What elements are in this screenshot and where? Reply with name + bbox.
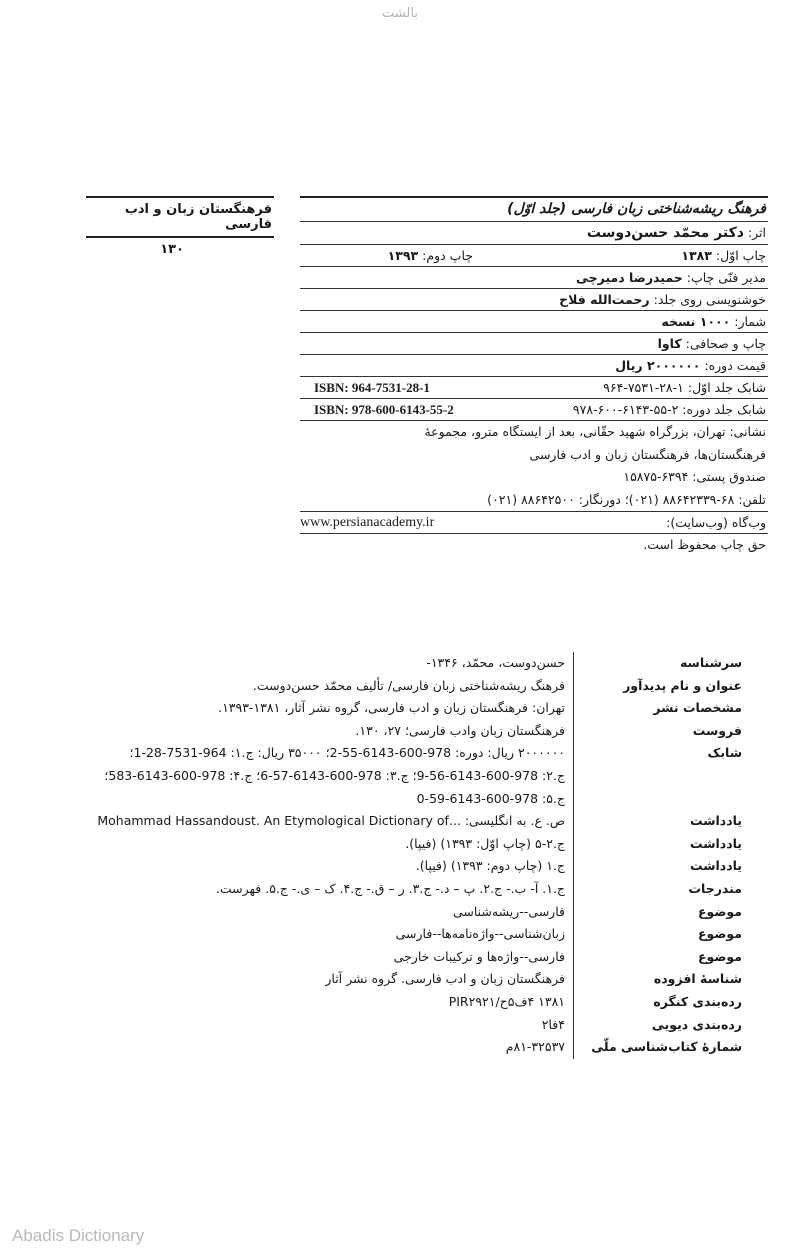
price-label: قیمت دوره: (704, 358, 766, 373)
calligraphy-name: رحمت‌الله فلاح (559, 292, 650, 307)
catalog-row (40, 810, 746, 833)
catalog-row (40, 1036, 746, 1059)
copies-row (300, 311, 768, 333)
series-box (86, 196, 274, 257)
catalog-value: ۱۳۸۱ ۴ف۵ح/PIR۲۹۲۱ (40, 991, 574, 1014)
book-title-row (300, 196, 768, 222)
catalog-label: شمارهٔ کتاب‌شناسی ملّی (591, 1039, 742, 1055)
catalog-value: ۲۰۰۰۰۰۰ ریال: دوره: 978-600-6143-55-2؛ ۳۵۰۰۰ ریال: ج.۱: 964-7531-28-1؛ (40, 742, 574, 765)
site-header: بالشت (382, 6, 418, 21)
catalog-label (574, 788, 746, 811)
catalog-value: تهران: فرهنگستان زبان و ادب فارسی، گروه نشر آثار، ۱۳۸۱-۱۳۹۳. (40, 697, 574, 720)
catalog-value: فرهنگستان زبان و ادب فارسی. گروه نشر آثار (40, 968, 574, 991)
series-name: فرهنگستان زبان و ادب فارسی (124, 202, 272, 232)
catalog-row (40, 788, 746, 811)
address-line: نشانی: تهران، بزرگراه شهید حقّانی، بعد از ایستگاه مترو، مجموعهٔ (424, 424, 766, 439)
website-link[interactable]: www.persianacademy.ir (300, 515, 435, 530)
second-print-year: ۱۳۹۳ (387, 248, 419, 263)
catalog-row (40, 742, 746, 765)
catalog-value: فرهنگ ریشه‌شناختی زبان فارسی/ تألیف محمّد حسن‌دوست. (40, 675, 574, 698)
catalog-row (40, 720, 746, 743)
calligraphy-row (300, 289, 768, 311)
catalog-value: ج.۵: 978-600-6143-59-0 (40, 788, 574, 811)
book-title: فرهنگ ریشه‌شناختی زبان فارسی (جلد اوّل) (507, 201, 766, 217)
catalog-row (40, 878, 746, 901)
printing-label: چاپ و صحافی: (685, 336, 766, 351)
catalog-label: موضوع (697, 926, 742, 942)
isbn-set-row (300, 399, 768, 421)
first-print-year: ۱۳۸۳ (681, 248, 712, 263)
catalog-value: ج.۱. آ- ب.- ج.۲. پ – د.- ج.۳. ر – ق.- ج.۴. ک – ی.- ج.۵. فهرست. (40, 878, 574, 901)
phone-fax: تلفن: ۶۸-۸۸۶۴۲۳۳۹ (۰۲۱)؛ دورنگار: ۸۸۶۴۲۵۰۰ (۰۲۱) (487, 491, 766, 507)
catalog-value: حسن‌دوست، محمّد، ۱۳۴۶- (40, 652, 574, 675)
catalog-row (40, 1014, 746, 1037)
print-editions-row (300, 245, 768, 267)
catalog-label: یادداشت (689, 813, 742, 829)
catalog-value: ۸۱-۳۲۵۳۷م (40, 1036, 574, 1059)
address-block (300, 421, 768, 512)
catalog-label: عنوان و نام پدیدآور (623, 677, 742, 693)
copyright-notice: حق چاپ محفوظ است. (643, 537, 766, 552)
catalog-label: یادداشت (689, 858, 742, 874)
author-row (300, 222, 768, 245)
price-row (300, 355, 768, 377)
cataloging-in-publication (40, 652, 746, 1059)
isbn-set-latin: ISBN: 978-600-6143-55-2 (314, 402, 454, 417)
catalog-label: مندرجات (688, 880, 742, 896)
catalog-row (40, 946, 746, 969)
second-print-label: چاپ دوم: (422, 248, 473, 263)
postal-box: صندوق پستی: ۶۳۹۴-۱۵۸۷۵ (623, 469, 766, 484)
technical-manager-label: مدیر فنّی چاپ: (686, 270, 766, 285)
author-label: اثر: (747, 225, 766, 240)
catalog-value: ج.۲: 978-600-6143-56-9؛ ج.۳: 978-600-6143-57-6؛ ج.۴: 978-600-6143-583؛ (40, 765, 574, 788)
catalog-label: رده‌بندی دیویی (651, 1016, 742, 1032)
series-number: ۱۳۰ (160, 242, 184, 257)
technical-manager-name: حمیدرضا دمیرچی (576, 270, 683, 285)
printing-house: کاوا (657, 336, 682, 351)
catalog-label: موضوع (697, 903, 742, 919)
copies-label: شمار: (734, 314, 766, 329)
catalog-row (40, 765, 746, 788)
printing-row (300, 333, 768, 355)
catalog-value: ج.۲-۵ (چاپ اوّل: ۱۳۹۳) (فیپا). (40, 833, 574, 856)
catalog-row (40, 923, 746, 946)
catalog-row (40, 833, 746, 856)
catalog-value: ج.۱ (چاپ دوم: ۱۳۹۳) (فیپا). (40, 855, 574, 878)
calligraphy-label: خوشنویسی روی جلد: (653, 292, 766, 307)
catalog-label (574, 765, 746, 788)
catalog-label: فروست (692, 722, 742, 738)
website-row (300, 512, 768, 534)
price-value: ۲۰۰۰۰۰۰ ریال (615, 358, 701, 373)
catalog-label: یادداشت (689, 835, 742, 851)
colophon (300, 196, 768, 556)
catalog-label: موضوع (697, 948, 742, 964)
catalog-row (40, 968, 746, 991)
catalog-label: شابک (707, 745, 742, 761)
catalog-row (40, 901, 746, 924)
first-print-label: چاپ اوّل: (715, 248, 766, 263)
isbn-vol1-latin: ISBN: 964-7531-28-1 (314, 380, 430, 395)
catalog-row (40, 652, 746, 675)
technical-manager-row (300, 267, 768, 289)
catalog-label: رده‌بندی کنگره (653, 993, 742, 1009)
catalog-label: مشخصات نشر (653, 700, 742, 716)
catalog-row (40, 697, 746, 720)
isbn-vol1-persian: شابک جلد اوّل: ۱-۲۸-۷۵۳۱-۹۶۴ (603, 380, 766, 395)
catalog-label: شناسهٔ افزوده (653, 971, 742, 987)
catalog-value: ۴فا۲ (40, 1014, 574, 1037)
isbn-set-persian: شابک جلد دوره: ۲-۵۵-۶۱۴۳-۶۰۰-۹۷۸ (572, 402, 766, 417)
address-line: فرهنگستان‌ها، فرهنگستان زبان و ادب فارسی (529, 446, 766, 462)
catalog-value: ص. ع. به انگلیسی: ...Mohammad Hassandoust. An Etymological Dictionary of (40, 810, 574, 833)
isbn-vol1-row (300, 377, 768, 399)
catalog-value: فرهنگستان زبان وادب فارسی؛ ۲۷، ۱۳۰. (40, 720, 574, 743)
catalog-label: سرشناسه (679, 655, 742, 670)
watermark: Abadis Dictionary (12, 1226, 145, 1245)
author-name: دکتر محمّد حسن‌دوست (586, 225, 744, 241)
catalog-value: فارسی--ریشه‌شناسی (40, 901, 574, 924)
catalog-row (40, 675, 746, 698)
copies-count: ۱۰۰۰ نسخه (661, 314, 731, 329)
catalog-row (40, 855, 746, 878)
catalog-value: زبان‌شناسی--واژه‌نامه‌ها--فارسی (40, 923, 574, 946)
catalog-row (40, 991, 746, 1014)
website-label: وب‌گاه (وب‌سایت): (666, 515, 766, 530)
catalog-value: فارسی--واژه‌ها و ترکیبات خارجی (40, 946, 574, 969)
